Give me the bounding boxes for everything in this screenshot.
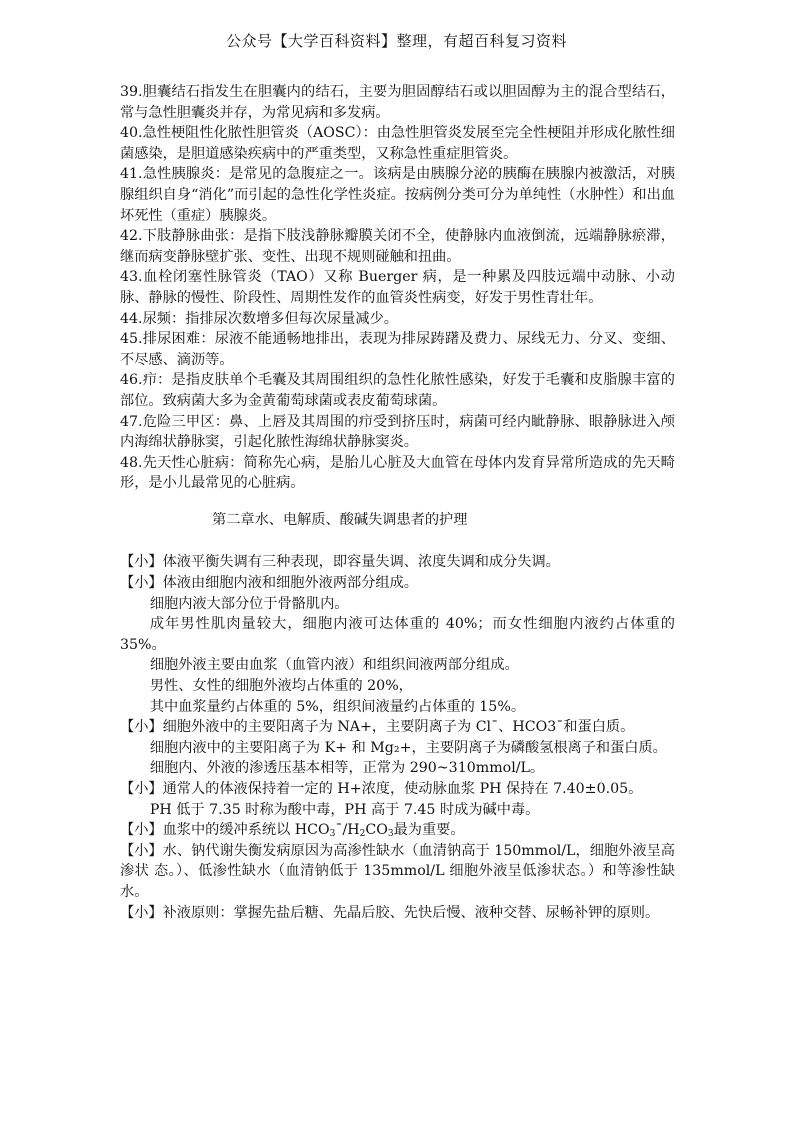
term-45: 45.排尿困难：尿液不能通畅地排出，表现为排尿踌躇及费力、尿线无力、分叉、变细、不尽感、滴沥等。 (120, 331, 675, 368)
buffer-text-c: ¯/H (335, 822, 360, 839)
term-43: 43.血栓闭塞性脉管炎（TAO）又称 Buerger 病，是一种累及四肢远端中动脉、小动脉、静脉的慢性、阶段性、周期性发作的血管炎性病变，好发于男性青壮年。 (120, 269, 675, 306)
term-41: 41.急性胰腺炎：是常见的急腹症之一。该病是由胰腺分泌的胰酶在胰腺内被激活，对胰腺组织自身“消化”而引起的急性化学性炎症。按病例分类可分为单纯性（水肿性）和出血坏死性（重症）胰腺炎。 (120, 166, 675, 224)
buffer-text-e: CO (365, 822, 388, 839)
buffer-sub-2: 2 (359, 829, 366, 840)
buffer-text-a: 【小】血浆中的缓冲系统以 HCO (120, 822, 330, 839)
note-osmotic-pressure: 细胞内、外液的渗透压基本相等，正常为 290~310mmol/L。 (149, 760, 545, 777)
term-44: 44.尿频：指排尿次数增多但每次尿量减少。 (120, 310, 398, 327)
note-fluid-imbalance: 【小】体液平衡失调有三种表现，即容量失调、浓度失调和成分失调。 (120, 554, 560, 571)
document-body (120, 82, 675, 923)
note-acidosis-alkalosis: PH 低于 7.35 时称为酸中毒，PH 高于 7.45 时成为碱中毒。 (149, 801, 540, 818)
page-header: 公众号【大学百科资料】整理，有超百科复习资料 (225, 32, 567, 50)
note-fluid-composition: 【小】体液由细胞内液和细胞外液两部分组成。 (120, 575, 418, 592)
term-42: 42.下肢静脉曲张：是指下肢浅静脉瓣膜关闭不全，使静脉内血液倒流，远端静脉瘀滞，继而病变静脉壁扩张、变性、出现不规则碰触和扭曲。 (120, 228, 675, 265)
term-46: 46.疖：是指皮肤单个毛囊及其周围组织的急性化脓性感染，好发于毛囊和皮脂腺丰富的部位。致病菌大多为金黄葡萄球菌或表皮葡萄球菌。 (120, 372, 675, 409)
buffer-sub-3: 3 (387, 829, 394, 840)
term-48: 48.先天性心脏病：简称先心病，是胎儿心脏及大血管在母体内发育异常所造成的先天畸形，是小儿最常见的心脏病。 (120, 454, 675, 492)
note-ph: 【小】通常人的体液保持着一定的 H+浓度，使动脉血浆 PH 保持在 7.40±0.05。 (120, 781, 643, 797)
note-ecf-ions: 【小】细胞外液中的主要阳离子为 NA+，主要阴离子为 Cl¯、HCO3¯和蛋白质。 (120, 719, 635, 736)
chapter-title: 第二章水、电解质、酸碱失调患者的护理 (212, 511, 468, 528)
note-ecf-ratio: 男性、女性的细胞外液均占体重的 20%， (149, 678, 413, 695)
term-40: 40.急性梗阻性化脓性胆管炎（AOSC）：由急性胆管炎发展至完全性梗阻并形成化脓性细菌感染，是胆道感染疾病中的严重类型，又称急性重症胆管炎。 (120, 125, 675, 162)
note-icf-location: 细胞内液大部分位于骨骼肌内。 (149, 595, 349, 612)
term-39: 39.胆囊结石指发生在胆囊内的结石，主要为胆固醇结石或以胆固醇为主的混合型结石，常与急性胆囊炎并存，为常见病和多发病。 (120, 84, 675, 121)
note-infusion-principle: 【小】补液原则：掌握先盐后糖、先晶后胶、先快后慢、液种交替、尿畅补钾的原则。 (120, 904, 660, 921)
term-47: 47.危险三甲区：鼻、上唇及其周围的疖受到挤压时，病菌可经内眦静脉、眼静脉进入颅内海绵状静脉窦，引起化脓性海绵状静脉窦炎。 (120, 413, 675, 451)
note-buffer-system (120, 820, 675, 841)
note-icf-ions: 细胞内液中的主要阳离子为 K+ 和 Mg₂+，主要阴离子为磷酸氢根离子和蛋白质。 (149, 739, 667, 756)
buffer-text-g: 最为重要。 (393, 822, 465, 839)
note-dehydration-types: 【小】水、钠代谢失衡发病原因为高渗性缺水（血清钠高于 150mmol/L，细胞外液呈高渗状 态。）、低渗性缺水（血清钠低于 135mmol/L 细胞外液呈低渗状态。）和等渗性缺水。 (120, 842, 675, 900)
buffer-sub-1: 3 (329, 829, 336, 840)
note-icf-ratio: 成年男性肌肉量较大，细胞内液可达体重的 40%；而女性细胞内液约占体重的 35%。 (120, 616, 675, 653)
note-plasma-ratio: 其中血浆量约占体重的 5%，组织间液量约占体重的 15%。 (149, 698, 526, 715)
note-ecf-composition: 细胞外液主要由血浆（血管内液）和组织间液两部分组成。 (149, 657, 519, 674)
